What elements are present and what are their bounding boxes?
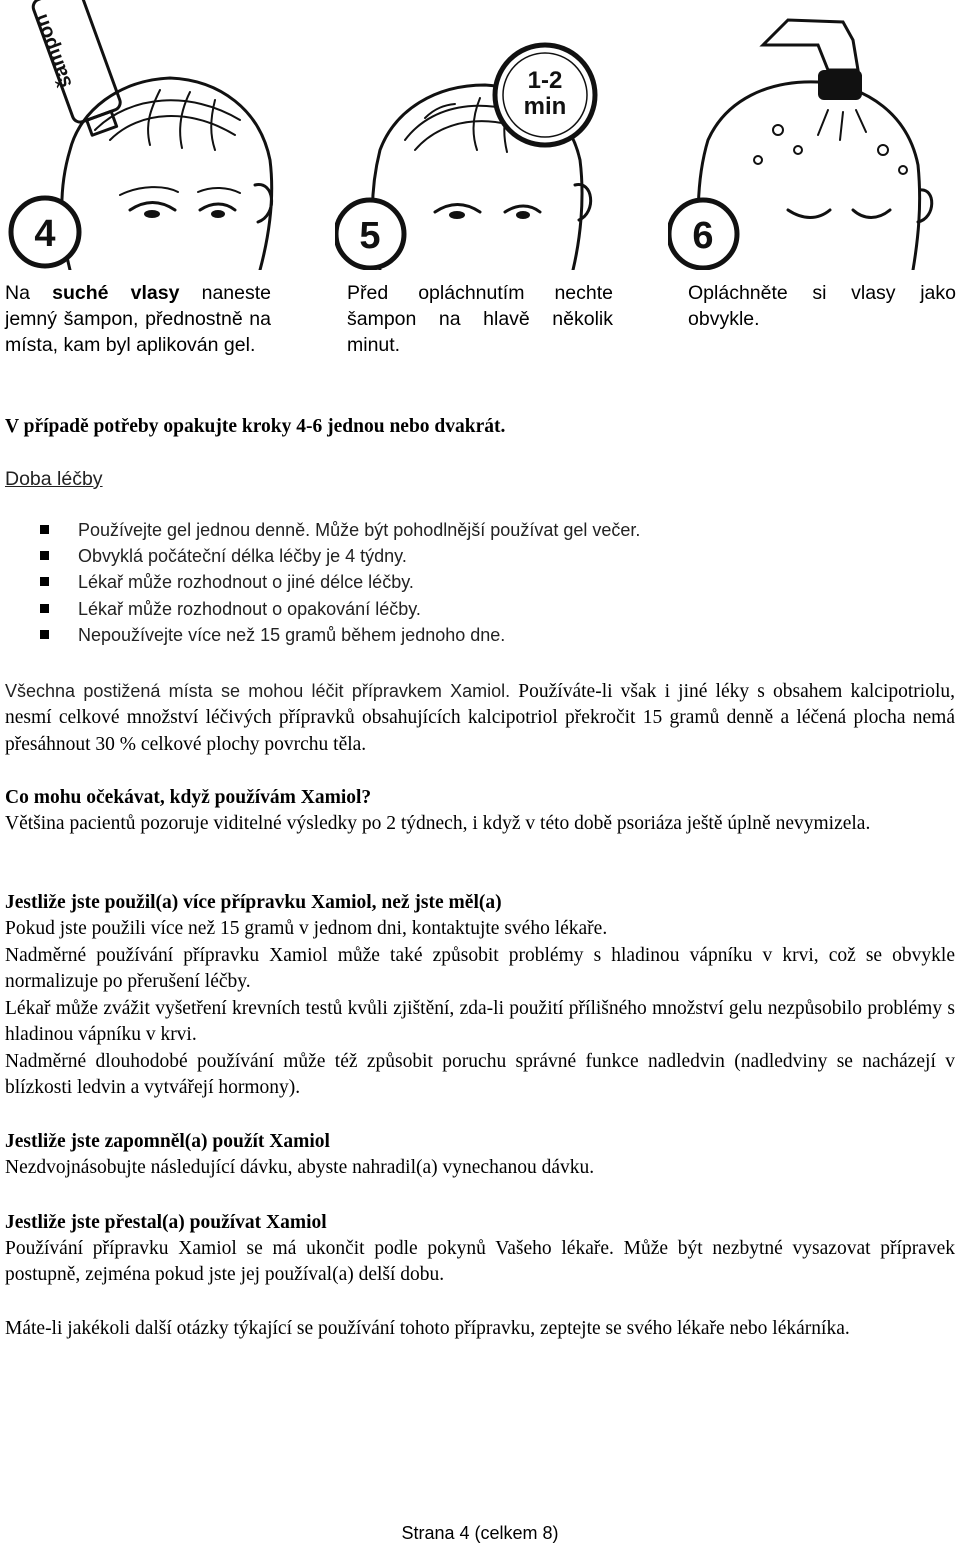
step-number: 5	[359, 215, 381, 257]
faucet-icon	[763, 20, 862, 100]
treatment-heading: Doba léčby	[5, 468, 103, 490]
forgot-heading: Jestliže jste zapomněl(a) použít Xamiol	[5, 1131, 330, 1152]
page-number-footer: Strana 4 (celkem 8)	[401, 1523, 559, 1543]
forgot-text: Nezdvojnásobujte následující dávku, abyste nahradil(a) vynechanou dávku.	[5, 1157, 595, 1178]
bottle-label: šampon	[29, 11, 77, 91]
timer-unit: min	[523, 93, 567, 120]
shampoo-application-illustration	[0, 0, 290, 270]
timer-duration: 1-2	[527, 67, 563, 94]
step-5-badge	[336, 200, 404, 268]
step-number: 4	[34, 213, 56, 255]
rinse-illustration	[668, 0, 958, 270]
step-6-badge	[669, 200, 737, 268]
treatment-bullet-list	[38, 517, 640, 648]
overdose-paragraph: Lékař může zvážit vyšetření krevních testů kvůli zjištění, zda-li použití přílišného množství gelu nezpůsobilo problémy s hladinou vápníku v krvi.	[5, 998, 955, 1046]
overdose-paragraph: Nadměrné používání přípravku Xamiol může také způsobit problémy s hladinou vápníku v krvi, což se obvykle normalizuje po přerušení léčby.	[5, 945, 955, 993]
list-item: Obvyklá počáteční délka léčby je 4 týdny.	[38, 543, 640, 569]
list-item: Používejte gel jednou denně. Může být pohodlnější používat gel večer.	[38, 517, 640, 543]
repeat-note: V případě potřeby opakujte kroky 4-6 jednou nebo dvakrát.	[5, 416, 506, 437]
overdose-heading: Jestliže jste použil(a) více přípravku Xamiol, než jste měl(a)	[5, 892, 502, 913]
areas-paragraph: Všechna postižená místa se mohou léčit přípravkem Xamiol. Používáte-li však i jiné léky s obsahem kalcipotriolu, nesmí celkové množství léčivých přípravků obsahujících kalcipotriol překročit 15 gramů denně a léčená plocha nemá přesáhnout 30 % celkové plochy povrchu těla.	[5, 681, 955, 755]
step-6-text: Opláchněte si vlasy jako obvykle.	[688, 282, 956, 330]
step-4-badge	[11, 198, 79, 266]
overdose-paragraph: Nadměrné dlouhodobé používání může též způsobit poruchu správné funkce nadledvin (nadledviny se nacházejí v blízkosti ledvin a vytvářejí hormony).	[5, 1051, 955, 1099]
stopped-heading: Jestliže jste přestal(a) používat Xamiol	[5, 1212, 327, 1233]
list-item: Nepoužívejte více než 15 gramů během jednoho dne.	[38, 622, 640, 648]
step-5-text: Před opláchnutím nechte šampon na hlavě několik minut.	[347, 282, 613, 356]
list-item: Lékař může rozhodnout o jiné délce léčby.	[38, 569, 640, 595]
wait-illustration	[335, 0, 625, 270]
stopped-text: Používání přípravku Xamiol se má ukončit podle pokynů Vašeho lékaře. Může být nezbytné vysazovat přípravek postupně, zejména pokud jste jej používal(a) delší dobu.	[5, 1238, 955, 1286]
questions-paragraph: Máte-li jakékoli další otázky týkající se používání tohoto přípravku, zeptejte se svého lékaře nebo lékárníka.	[5, 1318, 850, 1339]
list-item: Lékař může rozhodnout o opakování léčby.	[38, 596, 640, 622]
expect-text: Většina pacientů pozoruje viditelné výsledky po 2 týdnech, i když v této době psoriáza ještě úplně nevymizela.	[5, 813, 871, 834]
step-4-text: Na suché vlasy naneste jemný šampon, přednostně na místa, kam byl aplikován gel.	[5, 282, 271, 356]
step-number: 6	[692, 215, 714, 257]
overdose-paragraph: Pokud jste použili více než 15 gramů v jednom dni, kontaktujte svého lékaře.	[5, 918, 608, 939]
expect-heading: Co mohu očekávat, když používám Xamiol?	[5, 787, 372, 808]
timer-icon	[495, 45, 595, 145]
